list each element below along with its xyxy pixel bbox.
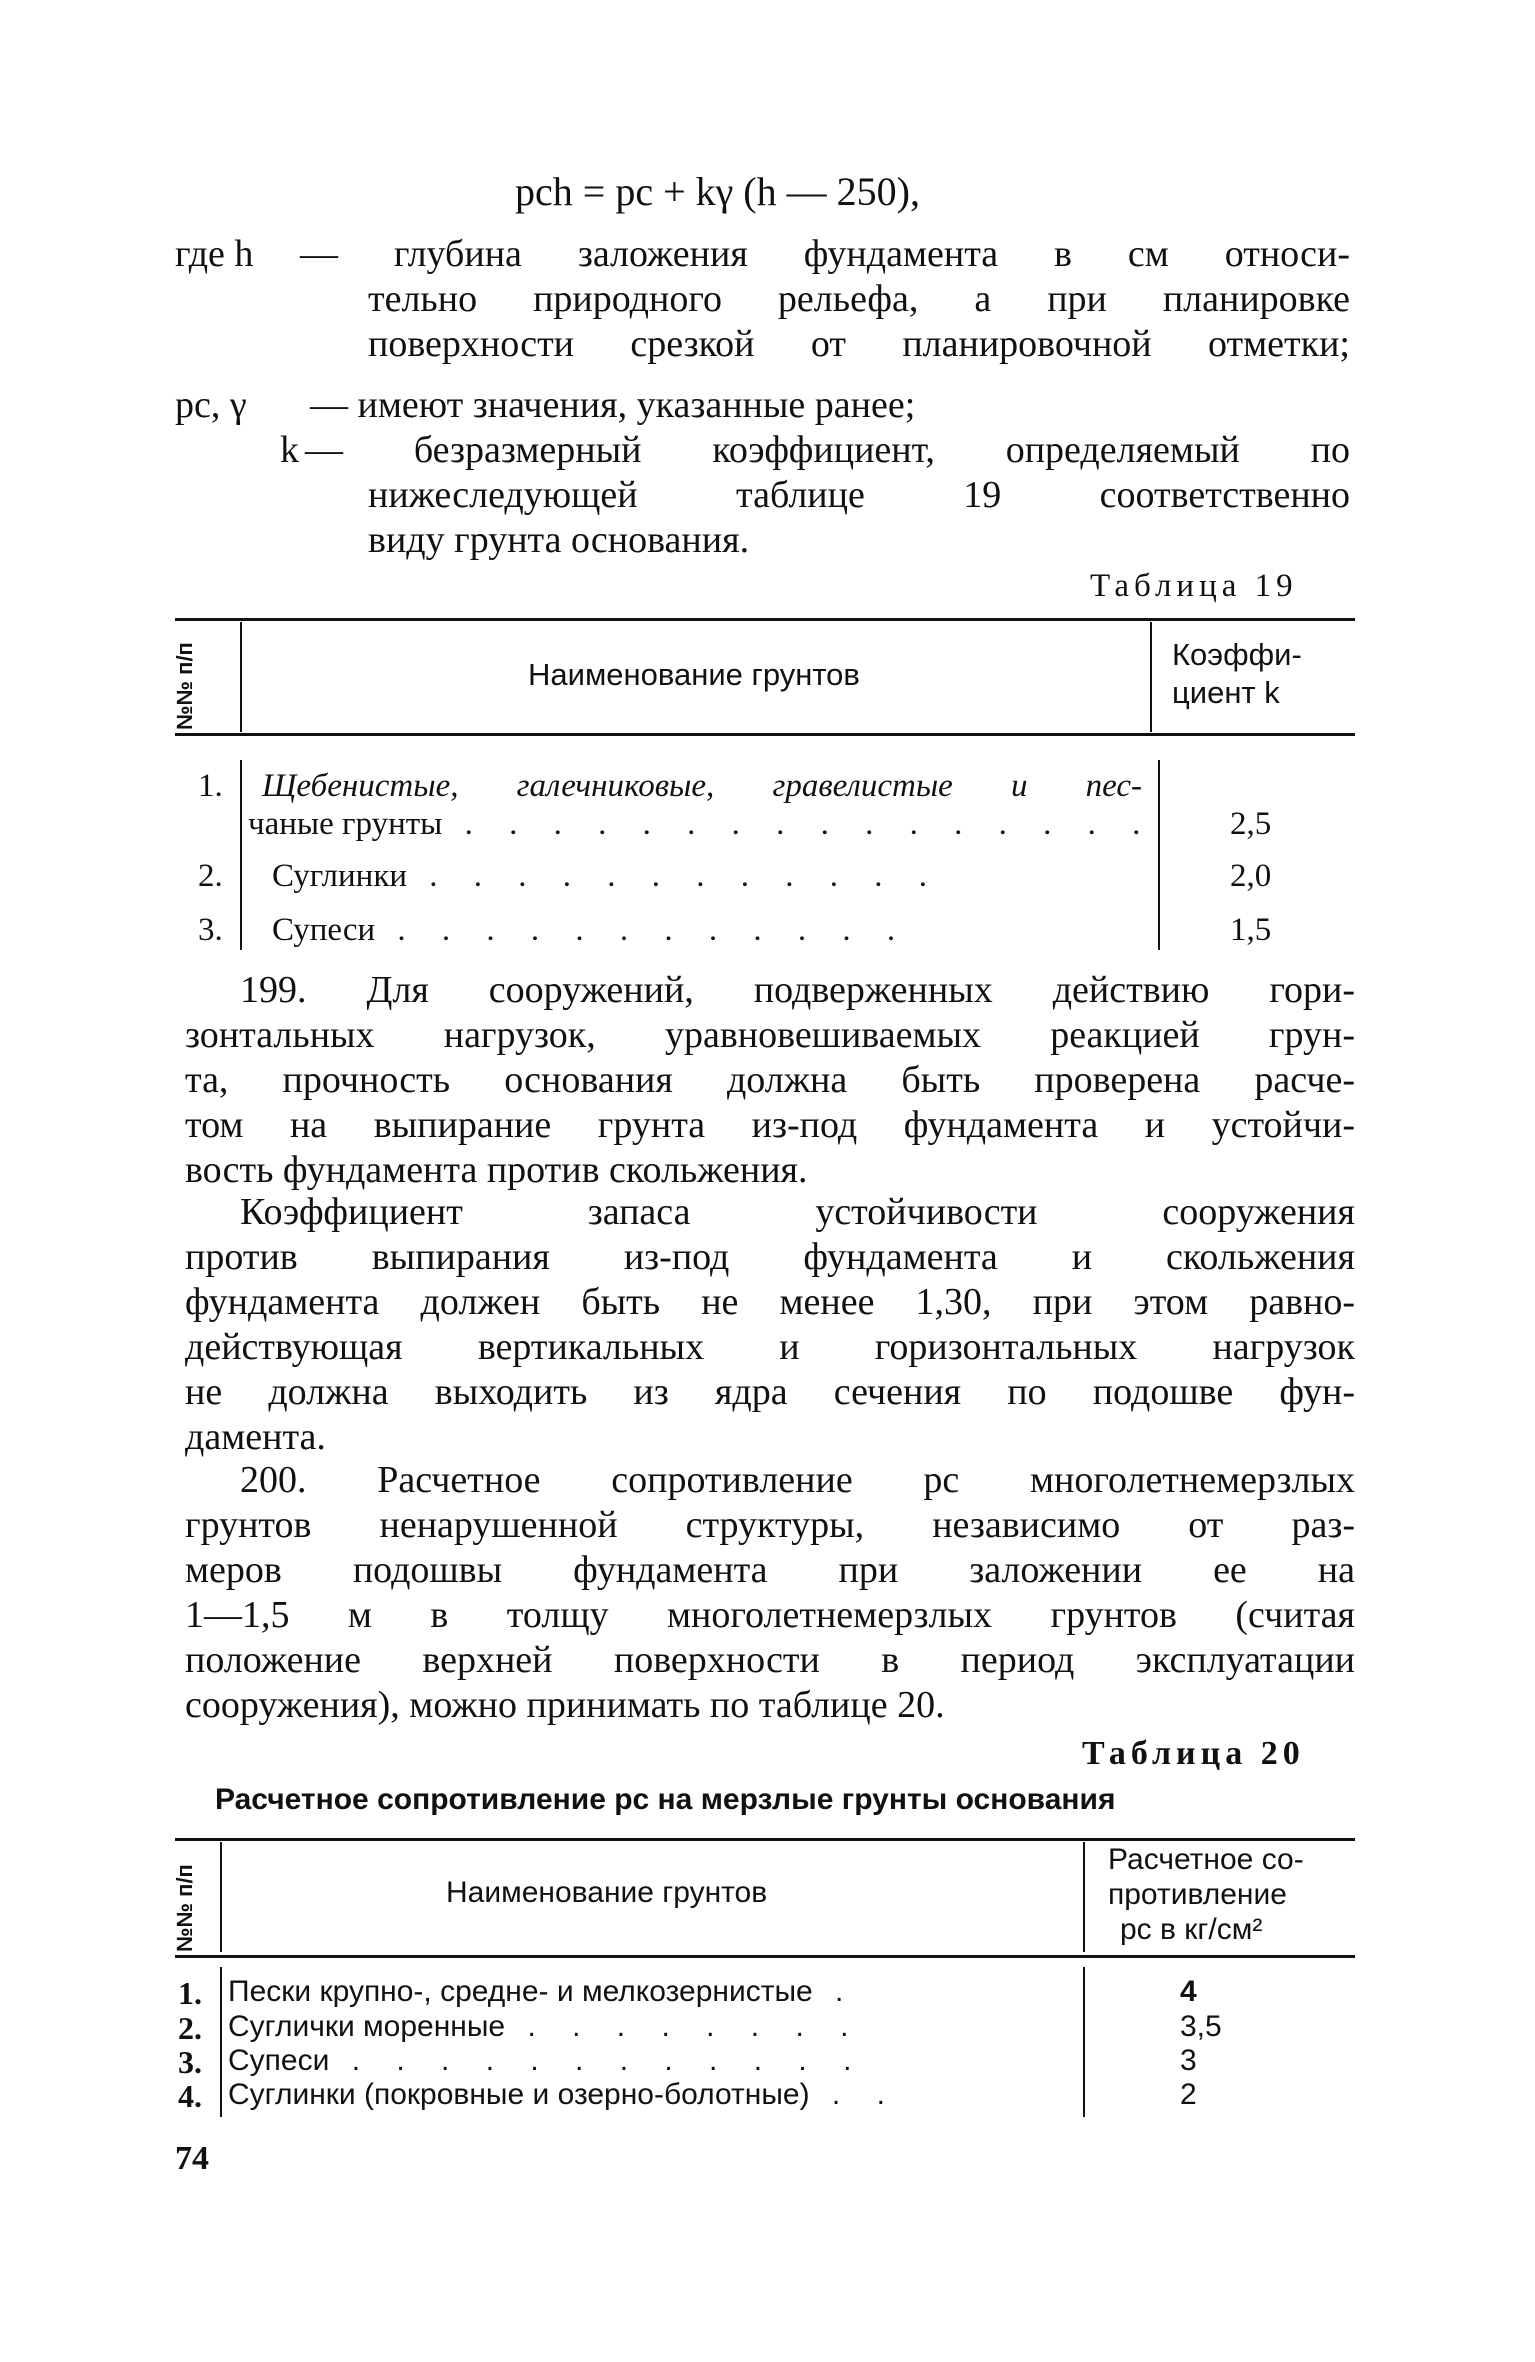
paragraph-line: вость фундамента против скольжения. xyxy=(185,1149,808,1191)
table19-row-value: 2,5 xyxy=(1230,806,1272,842)
paragraph-line: та, прочность основания должна быть проверена расче- xyxy=(185,1059,1355,1101)
definition-k-line: виду грунта основания. xyxy=(368,519,750,561)
table19-row-name xyxy=(248,806,1154,843)
definition-h-line: — глубина заложения фундамента в см относи- xyxy=(300,233,1350,275)
table20-row-name-text: Суглички моренные xyxy=(228,2010,506,2043)
table19-header-coef: циент k xyxy=(1172,675,1280,710)
table19-header-num: №№ п/п xyxy=(172,642,197,730)
paragraph-line: грунтов ненарушенной структуры, независимо от раз- xyxy=(185,1504,1355,1546)
definition-k-line: — безразмерный коэффициент, определяемый по xyxy=(305,429,1350,471)
leader-dots: . . . . . . . . . . . . xyxy=(407,858,942,894)
table19-top-rule xyxy=(175,618,1355,621)
paragraph-line: против выпирания из-под фундамента и скольжения xyxy=(185,1236,1355,1278)
leader-dots: . . xyxy=(809,2078,899,2111)
leader-dots: . xyxy=(812,1975,858,2008)
table19-label: Таблица 19 xyxy=(1090,568,1298,604)
table19-divider xyxy=(1158,760,1160,950)
paragraph-line: сооружения), можно принимать по таблице 20. xyxy=(185,1684,945,1726)
leader-dots: . . . . . . . . . . . . xyxy=(375,912,910,948)
table20-divider xyxy=(220,1967,222,2117)
table20-header-rule xyxy=(175,1955,1355,1958)
page-number: 74 xyxy=(175,2140,209,2177)
table19-row-num: 1. xyxy=(198,768,223,804)
table20-row-name-text: Суглинки (покровные и озерно-болотные) xyxy=(228,2078,810,2111)
table19-row-name xyxy=(272,912,909,949)
paragraph-line: 1—1,5 м в толщу многолетнемерзлых грунтов (считая xyxy=(185,1594,1355,1636)
table20-row-name-text: Супеси xyxy=(228,2044,330,2077)
table20-header-name: Наименование грунтов xyxy=(446,1876,768,1909)
table19-header-name: Наименование грунтов xyxy=(528,657,860,692)
table19-row-value: 1,5 xyxy=(1230,912,1272,948)
paragraph-line: зонтальных нагрузок, уравновешиваемых реакцией грун- xyxy=(185,1014,1355,1056)
definition-h-line: поверхности срезкой от планировочной отметки; xyxy=(368,323,1350,365)
definition-symbol-h: где h xyxy=(175,233,254,275)
table19-divider xyxy=(240,760,242,950)
table20-header-value: pc в кг/см² xyxy=(1120,1913,1263,1946)
paragraph-200 xyxy=(185,1458,1355,1728)
table20-header-value: противление xyxy=(1108,1878,1287,1911)
table20-divider xyxy=(1083,1842,1085,1952)
leader-dots: . . . . . . . . . . . . . . . . xyxy=(442,806,1155,842)
table20-title: Расчетное сопротивление pc на мерзлые грунты основания xyxy=(215,1783,1116,1816)
table20-divider xyxy=(1083,1967,1085,2117)
table20-row-name xyxy=(228,2044,865,2078)
definition-symbol-pc-gamma: pc, γ xyxy=(175,384,247,426)
table20-label: Таблица 20 xyxy=(1082,1735,1305,1772)
table19-row-value: 2,0 xyxy=(1230,858,1272,894)
table20-divider xyxy=(220,1842,222,1952)
paragraph-line: дамента. xyxy=(185,1416,326,1458)
leader-dots: . . . . . . . . . . . . xyxy=(329,2044,866,2077)
table20-row-num: 1. xyxy=(178,1975,202,2011)
paragraph-line: фундамента должен быть не менее 1,30, при этом равно- xyxy=(185,1281,1355,1323)
table19-row-name-text: Супеси xyxy=(272,912,376,948)
table19-row-name-text: Суглинки xyxy=(272,858,408,894)
table19-row-name-cont: чаные грунты xyxy=(248,806,443,842)
table20-row-num: 2. xyxy=(178,2010,202,2046)
table19-divider xyxy=(240,622,242,732)
definition-k-line: нижеследующей таблице 19 соответственно xyxy=(368,474,1350,516)
paragraph-line: 199. Для сооружений, подверженных действию гори- xyxy=(240,969,1355,1011)
formula: pch = pc + kγ (h — 250), xyxy=(515,169,920,214)
paragraph-line: действующая вертикальных и горизонтальных нагрузок xyxy=(185,1326,1355,1368)
table20-row-num: 4. xyxy=(178,2078,202,2114)
table20-row-name xyxy=(228,2078,899,2112)
table20-top-rule xyxy=(175,1838,1355,1841)
table20-row-num: 3. xyxy=(178,2044,202,2080)
table19-header-rule xyxy=(175,733,1355,736)
paragraph-line: Коэффициент запаса устойчивости сооружения xyxy=(240,1191,1355,1233)
table19-row-name xyxy=(272,858,941,895)
paragraph-line: том на выпирание грунта из-под фундамента и устойчи- xyxy=(185,1104,1355,1146)
table20-row-name xyxy=(228,2010,862,2044)
paragraph-coefficient xyxy=(185,1190,1355,1460)
table20-header-value: Расчетное со- xyxy=(1108,1843,1304,1876)
definition-h-line: тельно природного рельефа, а при планировке xyxy=(368,278,1350,320)
table20-row-value: 3 xyxy=(1180,2044,1197,2077)
paragraph-line: меров подошвы фундамента при заложении ее на xyxy=(185,1549,1355,1591)
table19-row-num: 3. xyxy=(198,912,223,948)
table20-row-value: 3,5 xyxy=(1180,2010,1222,2043)
paragraph-line: 200. Расчетное сопротивление pc многолетнемерзлых xyxy=(240,1459,1355,1501)
table20-row-name xyxy=(228,1975,857,2009)
table19-divider xyxy=(1150,622,1152,732)
table20-row-name-text: Пески крупно-, средне- и мелкозернистые xyxy=(228,1975,813,2008)
table20-row-value: 2 xyxy=(1180,2078,1197,2111)
leader-dots: . . . . . . . . xyxy=(505,2010,863,2043)
paragraph-line: положение верхней поверхности в период эксплуатации xyxy=(185,1639,1355,1681)
table19-header-coef: Коэффи- xyxy=(1172,637,1302,672)
paragraph-199 xyxy=(185,968,1355,1193)
table19-row-name: Щебенистые, галечниковые, гравелистые и пес- xyxy=(262,768,1142,804)
definition-pc-line: — имеют значения, указанные ранее; xyxy=(310,384,916,426)
definition-symbol-k: k xyxy=(280,429,299,471)
paragraph-line: не должна выходить из ядра сечения по подошве фун- xyxy=(185,1371,1355,1413)
table20-header-num: №№ п/п xyxy=(172,1864,197,1952)
table20-row-value: 4 xyxy=(1180,1975,1197,2008)
table19-row-num: 2. xyxy=(198,858,223,894)
